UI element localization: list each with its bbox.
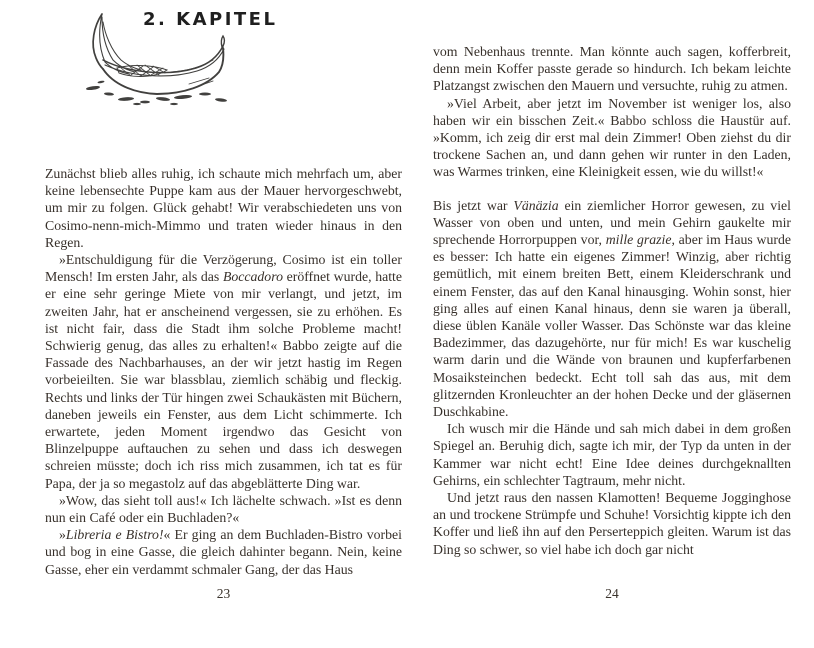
paragraph: Zunächst blieb alles ruhig, ich schaute mich mehrfach um, aber keine lebensechte Puppe kam aus der Mauer hervorgeschwebt, um mir zu folgen. Glück gehabt! Wir verabschiedeten uns von Cosimo-nenn-mich-Mimmo und traten wieder hinaus in den Regen. [45,166,402,250]
paragraph: »Entschuldigung für die Verzögerung, Cosimo ist ein toller Mensch! Im ersten Jahr, als das Boccadoro eröffnet wurde, hatte er eine sehr geringe Miete von mir verlangt, und jetzt, im zweiten Jahr, hat er anscheinend vergessen, sie zu erhöhen. Es ist nicht fair, dass die Stadt ihm solche Probleme macht! Schwierig genug, das alles zu erhalten!« Babbo zeigte auf die Fassade des Nachbarhauses, an der wir jetzt hastig im Regen vorbeieilten. Sie war blassblau, ziemlich schäbig und fleckig. Rechts und links der Tür hingen zwei Schaukästen mit Büchern, daneben jeweils ein Fenster, aus dem Licht schimmerte. Ich erwartete, jeden Moment irgendwo das Gesicht von Blinzelpuppe auftauchen zu sehen und dass ich deswegen schreien müsste; doch ich riss mich zusammen, ich tat es für Papa, der ja so megastolz auf das abgeblätterte Ding war. [45,252,403,491]
paragraph: Ich wusch mir die Hände und sah mich dabei in dem großen Spiegel an. Beruhig dich, sagte ich mir, der Typ da unten in der Kammer war nicht echt! Eine Idee deines durchgeknallten Gehirns, ein schlechter Tagtraum, mehr nicht. [433,421,791,488]
page-text-left [45,165,402,578]
chapter-title: 2. KAPITEL [143,9,278,30]
page-number-right: 24 [605,586,619,601]
paragraph: »Libreria e Bistro!« Er ging an dem Buchladen-Bistro vorbei und bog in eine Gasse, die gleich dahinter begann. Nein, keine Gasse, eher ein verdammt schmaler Gang, der das Haus [45,527,402,577]
page-text-right [433,43,791,558]
page-number-left: 23 [216,586,231,601]
paragraph: vom Nebenhaus trennte. Man könnte auch sagen, kofferbreit, denn mein Koffer passte gerade so hindurch. Ich bekam leichte Platzangst zwischen den Mauern und versuchte, ruhig zu atmen. [433,44,791,94]
book-page-left [45,0,402,648]
paragraph: Und jetzt raus den nassen Klamotten! Bequeme Jogginghose an und trockene Strümpfe und Schuhe! Vorsichtig kippte ich den Koffer und ließ ihn auf den Perserteppich gleiten. Warum ist das Ding so schwer, so viel habe ich doch gar nicht [433,490,791,557]
chapter-header [45,0,402,160]
paragraph: Bis jetzt war Vänäzia ein ziemlicher Horror gewesen, zu viel Wasser von oben und unten, und mein Gehirn gaukelte mir sprechende Horrorpuppen vor, mille grazie, aber im Haus wurde es besser: Ich hatte ein eigenes Zimmer! Winzig, aber richtig gemütlich, mit einem breiten Bett, einem Kleiderschrank und einem Fenster, das auf den Kanal hinausging. Wohin sonst, hier ging alles auf einen Kanal hinaus, denn sie waren ja überall, diese üblen Kanäle voller Wasser. Das Schönste war das kleine Badezimmer, das dazugehörte, nur für mich! Es war kuschelig warm darin und die Wände von braunen und kupferfarbenen Mosaiksteinchen bedeckt. Echt toll sah das aus, mit dem glitzernden Kronleuchter an der hohen Decke und der gläsernen Duschkabine. [433,197,791,420]
paragraph: »Wow, das sieht toll aus!« Ich lächelte schwach. »Ist es denn nun ein Café oder ein Buchladen?« [45,492,402,526]
book-page-right [433,0,791,648]
paragraph: »Viel Arbeit, aber jetzt im November ist weniger los, also haben wir ein bisschen Zeit.« Babbo schloss die Haustür auf. »Komm, ich zeig dir erst mal dein Zimmer! Oben ziehst du dir trockene Sachen an, und dann gehen wir runter in den Laden, was Warmes trinken, eine Kleinigkeit essen, wie du willst!« [433,95,791,180]
